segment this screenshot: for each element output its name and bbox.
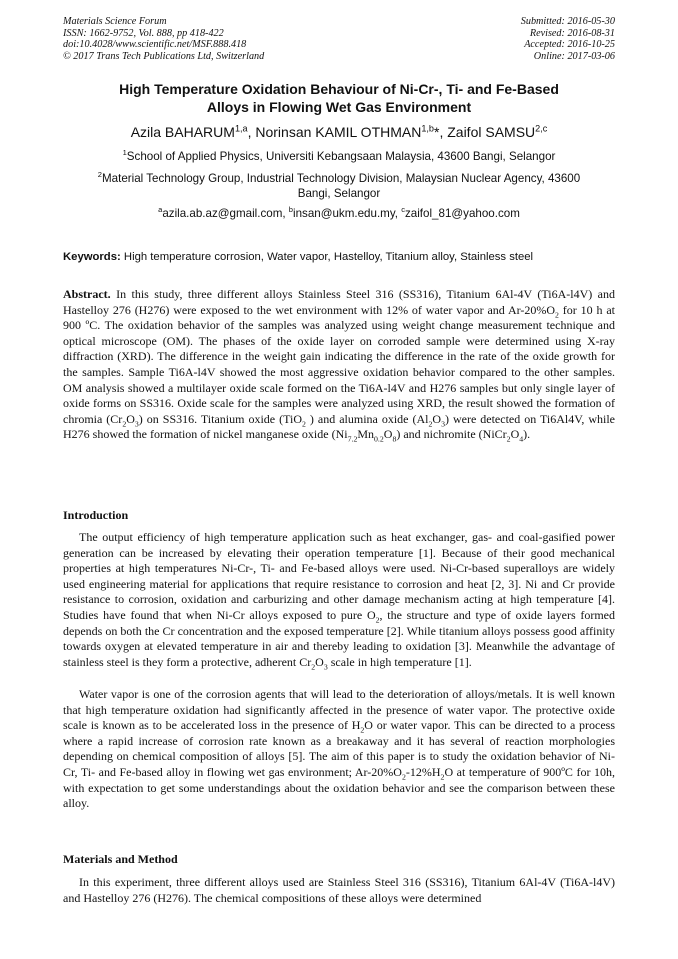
abstract-text: In this study, three different alloys Stainless Steel 316 (SS316), Titanium 6Al-4V (Ti6A-l4V) and Hastelloy 276 (H276) were exposed to the wet environment with 12% of water vapor and Ar-20%O: [63, 287, 615, 317]
subscript: 2: [401, 772, 406, 782]
author-separator: ,: [439, 124, 448, 140]
subscript: 2: [311, 662, 316, 672]
revised-date: Revised: 2016-08-31: [529, 27, 615, 39]
email-c-mark: c: [401, 205, 405, 215]
abstract-text: ) on SS316. Titanium oxide (TiO: [138, 411, 302, 426]
subscript: 2: [506, 434, 511, 444]
affiliation-2-line-1: Material Technology Group, Industrial Technology Division, Malaysian Nuclear Agency, 43600: [102, 172, 581, 185]
email-c: zaifol_81@yahoo.com: [404, 207, 520, 220]
abstract-text: O: [126, 411, 135, 426]
subscript: 3: [134, 419, 139, 429]
abstract-label: Abstract.: [63, 287, 111, 301]
journal-info: [63, 16, 264, 62]
author-separator: ,: [247, 124, 256, 140]
keywords-text: High temperature corrosion, Water vapor, Hastelloy, Titanium alloy, Stainless steel: [120, 251, 534, 263]
email-a-mark: a: [158, 205, 163, 215]
journal-name: Materials Science Forum: [63, 16, 167, 27]
subscript: 2: [360, 725, 365, 735]
accepted-date: Accepted: 2016-10-25: [524, 39, 615, 51]
introduction-paragraph-2: [63, 687, 615, 812]
author-1: Azila BAHARUM: [130, 124, 235, 140]
affiliation-2-line-2: Bangi, Selangor: [297, 186, 381, 200]
author-2: Norinsan KAMIL OTHMAN: [255, 124, 422, 140]
affiliation-1-text: School of Applied Physics, Universiti Kebangsaan Malaysia, 43600 Bangi, Selangor: [126, 150, 556, 163]
corresponding-author-mark: *: [434, 124, 440, 140]
body-text: O or water vapor. This can be directed to a process where a rapid increase of corrosion rate known as a breakaway and it has several of reaction morphologies depending on chemical composition of alloys [5]. The aim of this paper is to study the oxidation behavior of Ni-Cr, Ti- and Fe-based alloy in flowing wet gas environment; Ar-20%O: [63, 718, 616, 779]
abstract-text: for 10 h at 900 ºC. The oxidation behavior of the samples was analyzed using weight change measurement technique and optical microscope (OM). The phases of the oxide layer on corroded sample were determined using X-ray diffraction (XRD). The difference in the weight gain indicating the difference in the rate of the oxide growth for the samples. Sample Ti6A-l4V showed the most aggressive oxidation behavior compared to the other samples. OM analysis showed a multilayer oxide scale formed on the Ti6A-l4V and H276 samples but only single layer of oxide forms on SS316. Oxide scale for the samples were analyzed using XRD, the result showed the formation of chromia (Cr: [63, 302, 616, 426]
paper-title: [63, 81, 615, 116]
affiliation-2: [63, 172, 615, 201]
affiliation-1-mark: 1: [122, 148, 127, 158]
subscript: 2: [122, 419, 127, 429]
body-text: O at temperature of 900ºC for 10h, with expectation to get some understandings about the oxidation behavior and see the comparison between these alloy.: [63, 764, 615, 811]
introduction-paragraph-1: [63, 530, 615, 670]
abstract-text: O: [383, 427, 393, 442]
affiliation-2-mark: 2: [97, 170, 102, 180]
abstract-text: O: [432, 411, 442, 426]
body-text: -12%H: [405, 764, 441, 779]
body-text: Water vapor is one of the corrosion agents that will lead to the deterioration of alloys/metals. It is well known that high temperature oxidation had significantly affected in the presence of water vapor. The protective oxide scale is known as to be accelerated loss in the presence of H: [63, 687, 615, 733]
subscript: 2: [375, 615, 380, 625]
abstract-text: ) and nichromite (NiCr: [396, 427, 507, 442]
subscript: 2: [440, 772, 445, 782]
author-1-affiliation-mark: 1,a: [234, 123, 248, 134]
body-text: scale in high temperature [1].: [327, 654, 472, 669]
publication-dates: [521, 16, 615, 62]
email-a: azila.ab.az@gmail.com,: [162, 207, 289, 220]
online-date: Online: 2017-03-06: [533, 50, 615, 62]
subscript: 3: [441, 419, 445, 429]
copyright: © 2017 Trans Tech Publications Ltd, Switzerland: [63, 50, 265, 62]
keywords-label: Keywords:: [63, 251, 121, 263]
body-text: , the structure and type of oxide layers formed depends on both the Cr concentration and the exposed temperature [2]. While titanium alloys possess good affinity towards oxygen at elevated temperature in air and thereby leading to oxidation [3]. Meanwhile the advantage of stainless steel is they form a protective, adherent Cr: [63, 607, 615, 669]
title-line-2: Alloys in Flowing Wet Gas Environment: [206, 98, 472, 115]
subscript: 7.2: [347, 434, 358, 444]
issn: ISSN: 1662-9752, Vol. 888, pp 418-422: [63, 27, 224, 39]
subscript: 8: [392, 434, 397, 444]
materials-method-paragraph-1: In this experiment, three different alloys used are Stainless Steel 316 (SS316), Titanium 6Al-4V (Ti6A-l4V) and Hastelloy 276 (H276). The chemical compositions of these alloys were determined: [63, 875, 615, 905]
author-3-affiliation-mark: 2,c: [535, 123, 548, 134]
abstract-text: ).: [523, 427, 531, 442]
abstract: [63, 287, 615, 443]
keywords: [63, 250, 615, 264]
abstract-text: O: [510, 427, 520, 442]
author-3: Zaifol SAMSU: [447, 124, 536, 140]
subscript: 0.2: [374, 434, 384, 444]
author-2-affiliation-mark: 1,b: [421, 123, 434, 134]
author-list: [63, 123, 615, 141]
abstract-text: Mn: [357, 427, 375, 442]
email-b-mark: b: [288, 205, 293, 215]
doi: doi:10.4028/www.scientific.net/MSF.888.418: [63, 39, 247, 51]
materials-method-heading: Materials and Method: [63, 852, 178, 866]
subscript: 4: [519, 434, 524, 444]
submitted-date: Submitted: 2016-05-30: [520, 16, 615, 27]
email-b: insan@ukm.edu.my,: [293, 207, 402, 220]
subscript: 3: [323, 662, 328, 672]
abstract-text: ) were detected on Ti6Al4V, while H276 showed the formation of nickel manganese oxide (Ni: [63, 411, 615, 442]
body-text: The output efficiency of high temperature application such as heat exchanger, gas- and coal-gasified power generation can be increased by elevating their operation temperature [1]. Because of their good mechanical properties at high temperatures Ni-Cr-, Ti- and Fe-based alloys were used. Ni-Cr-based superalloys are widely used engineering material for applications that require resistance to corrosion and heat [2, 3]. Ni and Cr provide resistance to corrosion, oxidation and carburizing and other damage mechanism acting at high temperature [4]. Studies have found that when Ni-Cr alloys exposed to pure O: [63, 530, 615, 622]
subscript: 2: [302, 419, 306, 429]
body-text: O: [315, 654, 324, 669]
introduction-heading: Introduction: [63, 508, 129, 522]
title-line-1: High Temperature Oxidation Behaviour of Ni-Cr-, Ti- and Fe-Based: [119, 81, 559, 97]
subscript: 2: [555, 309, 559, 319]
subscript: 2: [428, 419, 433, 429]
affiliation-1: [63, 150, 615, 165]
email-list: [63, 207, 615, 222]
abstract-text: ) and alumina oxide (Al: [305, 411, 429, 426]
